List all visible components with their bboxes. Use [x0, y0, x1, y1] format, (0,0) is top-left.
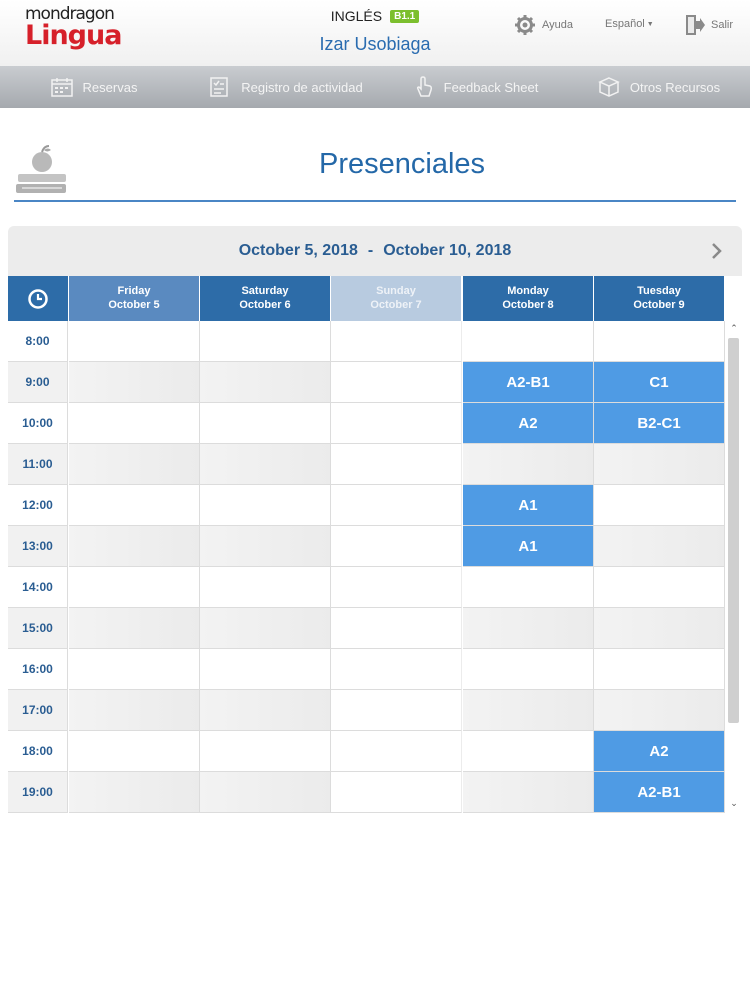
calendar-cell[interactable]: [463, 321, 594, 362]
time-label: 12:00: [8, 485, 68, 526]
day-date: October 9: [633, 299, 685, 311]
nav-item-feedback[interactable]: [384, 66, 568, 108]
day-name: Sunday: [376, 285, 416, 297]
day-header-monday: [463, 276, 593, 321]
range-start: October 5, 2018: [238, 242, 358, 259]
calendar-cell[interactable]: [331, 403, 462, 444]
class-slot[interactable]: A1: [463, 485, 594, 526]
time-label: 10:00: [8, 403, 68, 444]
logo-top-text: mondragon: [25, 4, 114, 24]
nav-item-otros[interactable]: [568, 66, 750, 108]
class-slot[interactable]: B2-C1: [594, 403, 725, 444]
class-slot[interactable]: A2-B1: [594, 772, 725, 813]
calendar-cell[interactable]: [69, 526, 200, 567]
day-name: Friday: [117, 285, 151, 297]
calendar-cell[interactable]: [69, 608, 200, 649]
calendar-cell[interactable]: [200, 772, 331, 813]
calendar-cell[interactable]: [331, 526, 462, 567]
activity-log-icon: [209, 76, 231, 98]
day-date: October 5: [108, 299, 160, 311]
calendar-cell[interactable]: [463, 649, 594, 690]
time-label: 8:00: [8, 321, 68, 362]
calendar-scroll-thumb[interactable]: [728, 338, 739, 723]
calendar-cell[interactable]: [69, 731, 200, 772]
calendar-cell[interactable]: [200, 485, 331, 526]
calendar-cell[interactable]: [331, 772, 462, 813]
time-label: 9:00: [8, 362, 68, 403]
calendar-cell[interactable]: [331, 485, 462, 526]
nav-label-feedback: Feedback Sheet: [443, 79, 539, 95]
calendar-cell[interactable]: [200, 690, 331, 731]
level-badge: B1.1: [390, 10, 419, 23]
calendar-cell[interactable]: [69, 567, 200, 608]
locale-label: Español: [605, 18, 645, 30]
logout-link[interactable]: [685, 14, 733, 36]
calendar-cell[interactable]: [200, 649, 331, 690]
calendar-cell[interactable]: [69, 444, 200, 485]
calendar-cell[interactable]: [594, 444, 725, 485]
logout-label: Salir: [711, 19, 734, 31]
calendar-cell[interactable]: [331, 649, 462, 690]
time-column-header: [8, 276, 68, 321]
nav-item-reservas[interactable]: [0, 66, 188, 108]
day-date: October 7: [370, 299, 422, 311]
calendar-cell[interactable]: [200, 526, 331, 567]
time-label: 19:00: [8, 772, 68, 813]
calendar-cell[interactable]: [331, 362, 462, 403]
calendar-cell[interactable]: [331, 690, 462, 731]
calendar-icon: [51, 77, 73, 97]
class-slot[interactable]: A2: [463, 403, 594, 444]
time-label: 16:00: [8, 649, 68, 690]
date-range: [8, 242, 742, 260]
time-label: 17:00: [8, 690, 68, 731]
calendar-cell[interactable]: [594, 690, 725, 731]
day-name: Tuesday: [637, 285, 681, 297]
calendar-range-header: [8, 226, 742, 276]
gear-icon: [514, 14, 536, 36]
day-header-saturday: [200, 276, 330, 321]
time-label: 18:00: [8, 731, 68, 772]
calendar-cell[interactable]: [594, 608, 725, 649]
nav-label-otros: Otros Recursos: [629, 79, 721, 95]
caret-down-icon: ▼: [646, 20, 654, 28]
calendar-cell[interactable]: [200, 567, 331, 608]
calendar-cell[interactable]: [69, 362, 200, 403]
calendar-cell[interactable]: [69, 485, 200, 526]
range-separator: -: [367, 242, 374, 259]
calendar-cell[interactable]: [463, 690, 594, 731]
calendar-cell[interactable]: [200, 608, 331, 649]
user-name: Izar Usobiaga: [319, 34, 431, 54]
calendar-cell[interactable]: [200, 444, 331, 485]
language-label: INGLÉS: [330, 8, 383, 24]
help-label: Ayuda: [542, 19, 573, 31]
calendar-cell[interactable]: [594, 485, 725, 526]
calendar-cell[interactable]: [463, 772, 594, 813]
page-title: Presenciales: [318, 148, 486, 180]
day-header-friday: [69, 276, 199, 321]
calendar-cell[interactable]: [594, 649, 725, 690]
clock-icon: [27, 288, 49, 310]
calendar-cell[interactable]: [331, 567, 462, 608]
scroll-down-icon[interactable]: ⌄: [730, 798, 738, 808]
calendar-cell[interactable]: [200, 321, 331, 362]
calendar-cell[interactable]: [200, 362, 331, 403]
class-slot[interactable]: A1: [463, 526, 594, 567]
box-icon: [598, 76, 620, 98]
nav-label-registro: Registro de actividad: [241, 79, 363, 95]
class-slot[interactable]: A2-B1: [463, 362, 594, 403]
calendar-cell[interactable]: [69, 649, 200, 690]
calendar-cell[interactable]: [594, 321, 725, 362]
class-slot[interactable]: C1: [594, 362, 725, 403]
calendar-cell[interactable]: [200, 403, 331, 444]
main-nav: [0, 66, 750, 108]
range-end: October 10, 2018: [383, 242, 512, 259]
chevron-right-icon[interactable]: [706, 240, 728, 262]
calendar-cell[interactable]: [69, 690, 200, 731]
calendar-cell[interactable]: [69, 403, 200, 444]
calendar-cell[interactable]: [463, 608, 594, 649]
calendar-cell[interactable]: [331, 608, 462, 649]
help-link[interactable]: [514, 14, 573, 36]
calendar-cell[interactable]: [463, 444, 594, 485]
calendar-cell[interactable]: [200, 731, 331, 772]
day-header-sunday: [331, 276, 461, 321]
day-date: October 6: [239, 299, 291, 311]
logo-bottom-text: Lingua: [25, 20, 122, 51]
calendar-cell[interactable]: [331, 321, 462, 362]
page-title-bar: [14, 140, 736, 202]
touch-hand-icon: [414, 75, 434, 99]
calendar-cell[interactable]: [69, 772, 200, 813]
class-slot[interactable]: A2: [594, 731, 725, 772]
nav-label-reservas: Reservas: [82, 79, 138, 95]
time-label: 13:00: [8, 526, 68, 567]
time-label: 14:00: [8, 567, 68, 608]
calendar-cell[interactable]: [463, 567, 594, 608]
day-name: Monday: [507, 285, 549, 297]
day-header-tuesday: [594, 276, 724, 321]
day-date: October 8: [502, 299, 554, 311]
time-label: 15:00: [8, 608, 68, 649]
top-header: [0, 0, 750, 66]
schedule-calendar: [8, 226, 742, 814]
nav-item-registro[interactable]: [188, 66, 384, 108]
calendar-cell[interactable]: [463, 731, 594, 772]
scroll-up-icon[interactable]: ⌃: [730, 323, 738, 333]
logout-icon: [685, 14, 705, 36]
day-name: Saturday: [241, 285, 289, 297]
calendar-cell[interactable]: [331, 444, 462, 485]
calendar-cell[interactable]: [69, 321, 200, 362]
calendar-cell[interactable]: [331, 731, 462, 772]
calendar-cell[interactable]: [594, 526, 725, 567]
calendar-cell[interactable]: [594, 567, 725, 608]
time-label: 11:00: [8, 444, 68, 485]
language-dropdown[interactable]: [605, 18, 654, 30]
